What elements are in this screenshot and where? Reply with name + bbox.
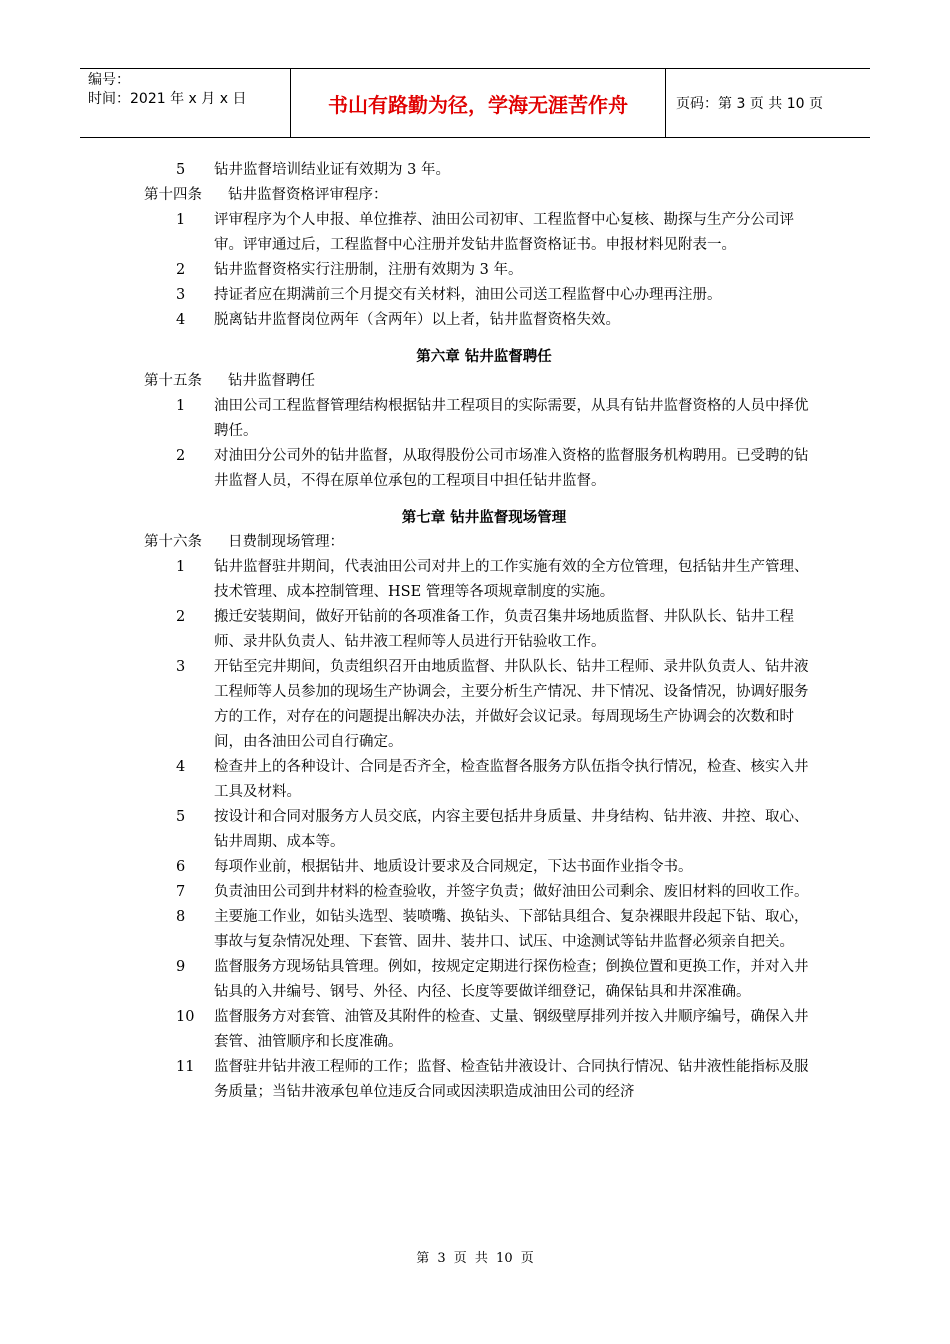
list-item <box>176 855 824 880</box>
article-16 <box>144 530 824 555</box>
item-number: 4 <box>176 759 186 775</box>
item-number: 1 <box>176 398 186 414</box>
item-text: 搬迁安装期间，做好开钻前的各项准备工作，负责召集井场地质监督、井队队长、钻井工程师、录井队负责人、钻井液工程师等人员进行开钻验收工作。 <box>214 609 794 650</box>
article-number: 第十五条 <box>144 373 202 389</box>
article-number: 第十六条 <box>144 534 202 550</box>
item-text: 监督服务方对套管、油管及其附件的检查、丈量、钢级壁厚排列并按入井顺序编号，确保入井套管、油管顺序和长度准确。 <box>214 1009 809 1050</box>
item-text: 主要施工作业，如钻头选型、装喷嘴、换钻头、下部钻具组合、复杂裸眼井段起下钻、取心，事故与复杂情况处理、下套管、固井、装井口、试压、中途测试等钻井监督必须亲自把关。 <box>214 909 809 950</box>
item-number: 5 <box>176 162 186 178</box>
item-text: 钻井监督培训结业证有效期为 3 年。 <box>214 162 450 178</box>
item-number: 9 <box>176 959 186 975</box>
item-text: 持证者应在期满前三个月提交有关材料，油田公司送工程监督中心办理再注册。 <box>214 287 722 303</box>
item-number: 11 <box>176 1059 195 1075</box>
item-text: 评审程序为个人申报、单位推荐、油田公司初审、工程监督中心复核、勘探与生产分公司评审。评审通过后，工程监督中心注册并发钻井监督资格证书。申报材料见附表一。 <box>214 212 794 253</box>
list-item <box>176 208 824 258</box>
item-text: 钻井监督资格实行注册制，注册有效期为 3 年。 <box>214 262 523 278</box>
article-number: 第十四条 <box>144 187 202 203</box>
list-item <box>176 444 824 494</box>
item-number: 2 <box>176 448 186 464</box>
pre-items <box>144 158 824 183</box>
item-number: 7 <box>176 884 186 900</box>
header-page-label: 页码：第 3 页 共 10 页 <box>676 96 823 112</box>
list-item <box>176 905 824 955</box>
list-item <box>176 1005 824 1055</box>
list-item <box>176 394 824 444</box>
chapter-7-heading: 第七章 钻井监督现场管理 <box>401 509 567 526</box>
page-footer: 第 3 页 共 10 页 <box>416 1251 534 1266</box>
list-item <box>176 755 824 805</box>
item-number: 3 <box>176 287 186 303</box>
item-number: 6 <box>176 859 186 875</box>
list-item <box>176 805 824 855</box>
list-item <box>176 880 824 905</box>
item-text: 每项作业前，根据钻井、地质设计要求及合同规定，下达书面作业指令书。 <box>214 859 693 875</box>
item-text: 检查井上的各种设计、合同是否齐全，检查监督各服务方队伍指令执行情况，检查、核实入井工具及材料。 <box>214 759 809 800</box>
article-title: 钻井监督聘任 <box>228 373 315 389</box>
chapter-6-heading: 第六章 钻井监督聘任 <box>416 348 552 365</box>
item-text: 开钻至完井期间，负责组织召开由地质监督、井队队长、钻井工程师、录井队负责人、钻井液工程师等人员参加的现场生产协调会，主要分析生产情况、井下情况、设备情况，协调好服务方的工作，对存在的问题提出解决办法，并做好会议记录。每周现场生产协调会的次数和时间，由各油田公司自行确定。 <box>214 659 809 750</box>
article-15-items <box>144 394 824 494</box>
article-title: 日费制现场管理： <box>228 534 344 550</box>
item-number: 2 <box>176 609 186 625</box>
item-number: 1 <box>176 559 186 575</box>
item-number: 8 <box>176 909 186 925</box>
list-item <box>176 308 824 333</box>
item-number: 2 <box>176 262 186 278</box>
article-14 <box>144 183 824 208</box>
list-item <box>176 258 824 283</box>
list-item <box>176 605 824 655</box>
list-item <box>176 283 824 308</box>
item-text: 负责油田公司到井材料的检查验收，并签字负责；做好油田公司剩余、废旧材料的回收工作。 <box>214 884 809 900</box>
item-number: 4 <box>176 312 186 328</box>
item-text: 监督服务方现场钻具管理。例如，按规定定期进行探伤检查；倒换位置和更换工作，并对入井钻具的入井编号、钢号、外径、内径、长度等要做详细登记，确保钻具和井深准确。 <box>214 959 809 1000</box>
article-16-items <box>144 555 824 1105</box>
list-item <box>176 158 824 183</box>
article-14-items <box>144 208 824 333</box>
list-item <box>176 555 824 605</box>
serial-label: 编号： <box>88 72 130 88</box>
item-text: 对油田分公司外的钻井监督，从取得股份公司市场准入资格的监督服务机构聘用。已受聘的钻井监督人员，不得在原单位承包的工程项目中担任钻井监督。 <box>214 448 809 489</box>
item-number: 10 <box>176 1009 195 1025</box>
item-text: 监督驻井钻井液工程师的工作；监督、检查钻井液设计、合同执行情况、钻井液性能指标及服务质量；当钻井液承包单位违反合同或因渎职造成油田公司的经济 <box>214 1059 809 1100</box>
document-body <box>144 158 824 1105</box>
item-text: 按设计和合同对服务方人员交底，内容主要包括井身质量、井身结构、钻井液、井控、取心、钻井周期、成本等。 <box>214 809 809 850</box>
item-number: 3 <box>176 659 186 675</box>
list-item <box>176 655 824 755</box>
list-item <box>176 1055 824 1105</box>
item-number: 5 <box>176 809 186 825</box>
article-title: 钻井监督资格评审程序： <box>228 187 388 203</box>
item-number: 1 <box>176 212 186 228</box>
item-text: 油田公司工程监督管理结构根据钻井工程项目的实际需要，从具有钻井监督资格的人员中择优聘任。 <box>214 398 809 439</box>
item-text: 钻井监督驻井期间，代表油田公司对井上的工作实施有效的全方位管理，包括钻井生产管理、技术管理、成本控制管理、HSE 管理等各项规章制度的实施。 <box>214 559 809 600</box>
page-header <box>80 68 870 138</box>
header-left-cell <box>80 69 291 137</box>
item-text: 脱离钻井监督岗位两年（含两年）以上者，钻井监督资格失效。 <box>214 312 620 328</box>
date-label: 时间：2021 年 x 月 x 日 <box>88 91 247 107</box>
list-item <box>176 955 824 1005</box>
header-motto: 书山有路勤为径，学海无涯苦作舟 <box>291 69 666 137</box>
article-15 <box>144 369 824 394</box>
